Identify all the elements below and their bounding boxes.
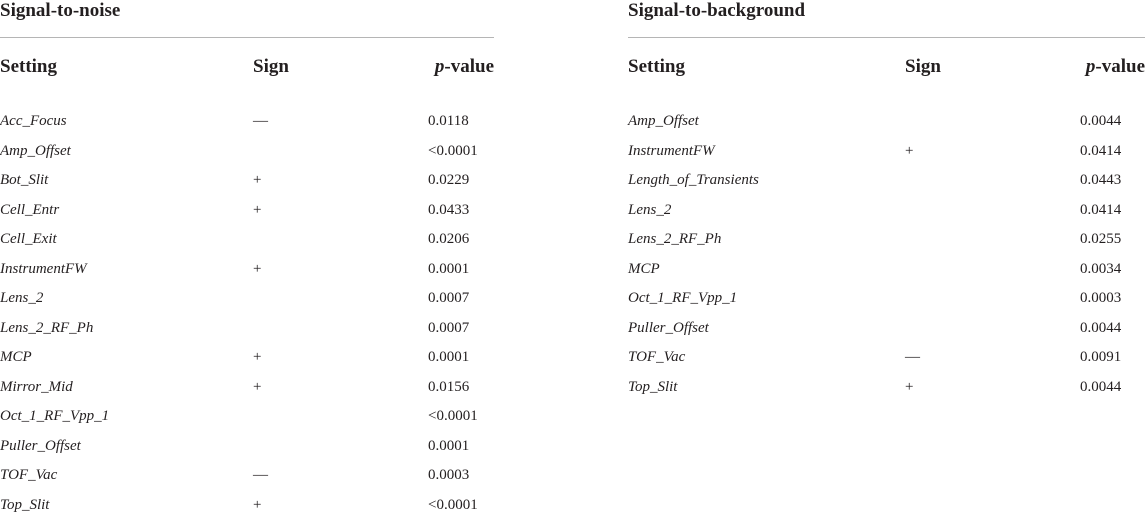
sign-cell: + (905, 142, 914, 159)
setting-cell: Lens_2_RF_Ph (628, 231, 722, 247)
header-sign: Sign (905, 56, 941, 77)
p-value-cell: 0.0007 (428, 290, 470, 306)
p-value-cell: 0.0044 (1080, 113, 1122, 129)
setting-cell: Lens_2 (0, 290, 44, 306)
table-row (0, 284, 494, 314)
table-row (0, 255, 494, 285)
table-row (0, 196, 494, 226)
setting-cell: TOF_Vac (0, 467, 58, 483)
setting-cell: Bot_Slit (0, 172, 49, 188)
setting-cell: Puller_Offset (0, 437, 81, 454)
table-row (628, 225, 1145, 255)
p-value-cell: 0.0156 (428, 378, 470, 395)
table-row (628, 137, 1145, 167)
sign-cell: — (253, 467, 268, 483)
header-setting: Setting (628, 56, 685, 77)
header-p-suffix: -value (1095, 56, 1145, 77)
table-row (0, 432, 494, 462)
setting-cell: InstrumentFW (628, 142, 715, 159)
header-p-value (1086, 55, 1145, 79)
setting-cell: Mirror_Mid (0, 378, 73, 395)
header-p-value (435, 55, 494, 79)
p-value-cell: 0.0206 (428, 231, 470, 247)
table-row (628, 166, 1145, 196)
setting-cell: Lens_2 (628, 201, 672, 218)
setting-cell: Oct_1_RF_Vpp_1 (0, 408, 110, 424)
header-p-letter: p (434, 56, 445, 77)
p-value-cell: <0.0001 (428, 496, 478, 513)
sign-cell: + (253, 496, 262, 513)
table-row (0, 166, 494, 196)
p-value-cell: 0.0414 (1080, 142, 1122, 159)
table-row (0, 225, 494, 255)
setting-cell: Amp_Offset (628, 113, 699, 129)
title-rule (628, 37, 1145, 38)
header-p-suffix: -value (444, 56, 494, 77)
setting-cell: Length_of_Transients (628, 172, 759, 188)
table-row (628, 107, 1145, 137)
sign-cell: + (905, 378, 914, 395)
signal-to-background-table (628, 0, 1145, 532)
setting-cell: Cell_Exit (0, 231, 57, 247)
signal-to-background-title: Signal-to-background (628, 0, 806, 21)
setting-cell: Top_Slit (0, 496, 50, 513)
setting-cell: Cell_Entr (0, 201, 60, 218)
title-rule (0, 37, 494, 38)
table-row (0, 314, 494, 344)
table-row (0, 343, 494, 373)
setting-cell: Acc_Focus (0, 113, 67, 129)
signal-to-noise-title: Signal-to-noise (0, 0, 121, 21)
p-value-cell: 0.0118 (428, 113, 469, 129)
setting-cell: MCP (628, 260, 660, 277)
p-value-cell: 0.0003 (428, 467, 470, 483)
p-value-cell: 0.0034 (1080, 260, 1122, 277)
p-value-cell: 0.0001 (428, 437, 470, 454)
setting-cell: Amp_Offset (0, 142, 71, 159)
p-value-cell: 0.0255 (1080, 231, 1122, 247)
p-value-cell: 0.0443 (1080, 172, 1122, 188)
p-value-cell: 0.0007 (428, 319, 470, 336)
table-row (0, 137, 494, 167)
p-value-cell: 0.0001 (428, 349, 470, 365)
setting-cell: Oct_1_RF_Vpp_1 (628, 290, 738, 306)
table-row (0, 491, 494, 521)
header-sign: Sign (253, 56, 289, 77)
table-row (628, 196, 1145, 226)
table-body (628, 107, 1145, 402)
setting-cell: Top_Slit (628, 378, 678, 395)
table-row (0, 373, 494, 403)
table-row (0, 461, 494, 491)
p-value-cell: 0.0001 (428, 260, 470, 277)
setting-cell: InstrumentFW (0, 260, 87, 277)
sign-cell: + (253, 378, 262, 395)
sign-cell: + (253, 349, 262, 365)
p-value-cell: 0.0091 (1080, 349, 1122, 365)
p-value-cell: 0.0414 (1080, 201, 1122, 218)
p-value-cell: 0.0044 (1080, 378, 1122, 395)
sign-cell: + (253, 172, 262, 188)
sign-cell: + (253, 201, 262, 218)
p-value-cell: <0.0001 (428, 142, 478, 159)
table-row (0, 402, 494, 432)
sign-cell: — (905, 349, 920, 365)
setting-cell: TOF_Vac (628, 349, 686, 365)
setting-cell: MCP (0, 349, 32, 365)
table-row (628, 255, 1145, 285)
table-body (0, 107, 494, 520)
table-row (628, 314, 1145, 344)
p-value-cell: 0.0003 (1080, 290, 1122, 306)
signal-to-noise-table (0, 0, 494, 532)
setting-cell: Lens_2_RF_Ph (0, 319, 94, 336)
sign-cell: + (253, 260, 262, 277)
p-value-cell: <0.0001 (428, 408, 478, 424)
p-value-cell: 0.0044 (1080, 319, 1122, 336)
table-row (628, 284, 1145, 314)
table-row (0, 107, 494, 137)
sign-cell: — (253, 113, 268, 129)
table-row (628, 343, 1145, 373)
p-value-cell: 0.0433 (428, 201, 470, 218)
header-setting: Setting (0, 56, 57, 77)
p-value-cell: 0.0229 (428, 172, 470, 188)
setting-cell: Puller_Offset (628, 319, 709, 336)
header-p-letter: p (1085, 56, 1096, 77)
table-row (628, 373, 1145, 403)
